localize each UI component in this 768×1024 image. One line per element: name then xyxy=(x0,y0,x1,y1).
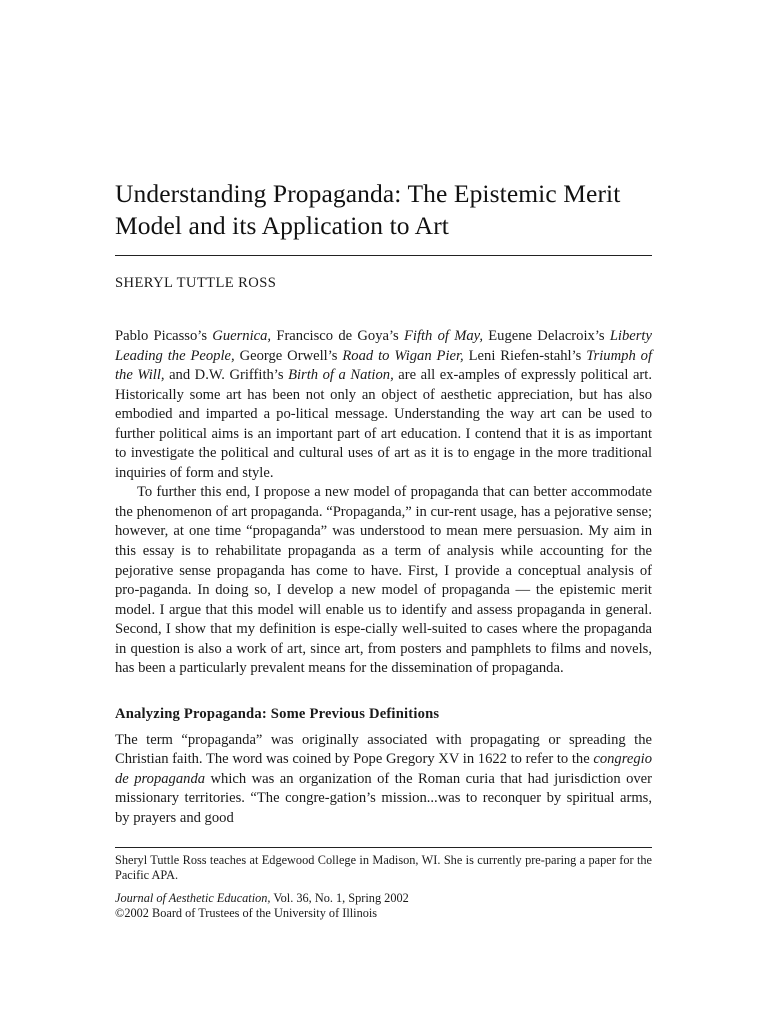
italic-title: Liberty Leading the People, xyxy=(115,328,652,364)
italic-title: Birth of a Nation, xyxy=(288,367,394,384)
italic-title: Fifth of May, xyxy=(403,328,483,344)
author-name: SHERYL TUTTLE ROSS xyxy=(115,275,277,291)
article-title: Understanding Propaganda: The Epistemic Merit Model and its Application to Art xyxy=(115,179,621,240)
footnote-area xyxy=(115,847,652,921)
paragraph-2: To further this end, I propose a new model of propaganda that can better accommodate the phenomenon of art propaganda. “Propaganda,” in cur-rent usage, has a pejorative sense; however, at one time “propaganda” was understood to mean mere persuasion. My aim in this essay is to rehabilitate propaganda as a term of analysis while accounting for the pejorative sense propaganda has come to have. First, I provide a conceptual analysis of pro-paganda. In doing so, I develop a new model of propaganda — the epistemic merit model. I argue that this model will enable us to identify and assess propaganda in general. Second, I show that my definition is espe-cially well-suited to cases where the propaganda in question is also a work of art, since art, from posters and pamphlets to films and novels, has been a particularly prevalent means for the dissemination of propaganda. xyxy=(115,484,652,677)
article-body xyxy=(115,327,652,829)
paragraph-1: Pablo Picasso’s Guernica, Francisco de Goya’s Fifth of May, Eugene Delacroix’s Liberty Leading the People, George Orwell’s Road to Wigan Pier, Leni Riefen-stahl’s Triumph of the Will, and D.W. Griffith’s Birth of a Nation, are all ex-amples of expressly political art. Historically some art has been not only an object of aesthetic appreciation, but has also embodied and imparted a po-litical message. Understanding the way art can be used to further political aims is an important part of art education. I contend that it is as important to investigate the political and cultural uses of art as it is to engage in the more traditional inquiries of form and style. xyxy=(115,328,653,481)
title-rule xyxy=(115,255,652,256)
italic-title: Road to Wigan Pier, xyxy=(342,347,464,364)
section-heading: Analyzing Propaganda: Some Previous Definitions xyxy=(115,705,440,722)
article xyxy=(115,178,652,829)
section-paragraph: The term “propaganda” was originally associated with propagating or spreading the Christian faith. The word was coined by Pope Gregory XV in 1622 to refer to the congregio de propaganda which was an organization of the Roman curia that had jurisdiction over missionary territories. “The congre-gation’s mission...was to reconquer by spiritual arms, by prayers and good xyxy=(115,731,653,827)
journal-issue: Vol. 36, No. 1, Spring 2002 xyxy=(270,891,409,905)
italic-title: Triumph of the Will, xyxy=(115,347,653,384)
author-bio-footnote: Sheryl Tuttle Ross teaches at Edgewood College in Madison, WI. She is currently pre-paring a paper for the Pacific APA. xyxy=(115,853,652,882)
italic-title: congregio de propaganda xyxy=(115,751,652,787)
journal-citation xyxy=(115,891,652,906)
journal-title: Journal of Aesthetic Education, xyxy=(115,891,271,905)
copyright-notice: ©2002 Board of Trustees of the University of Illinois xyxy=(115,906,378,920)
italic-title: Guernica, xyxy=(212,328,272,344)
